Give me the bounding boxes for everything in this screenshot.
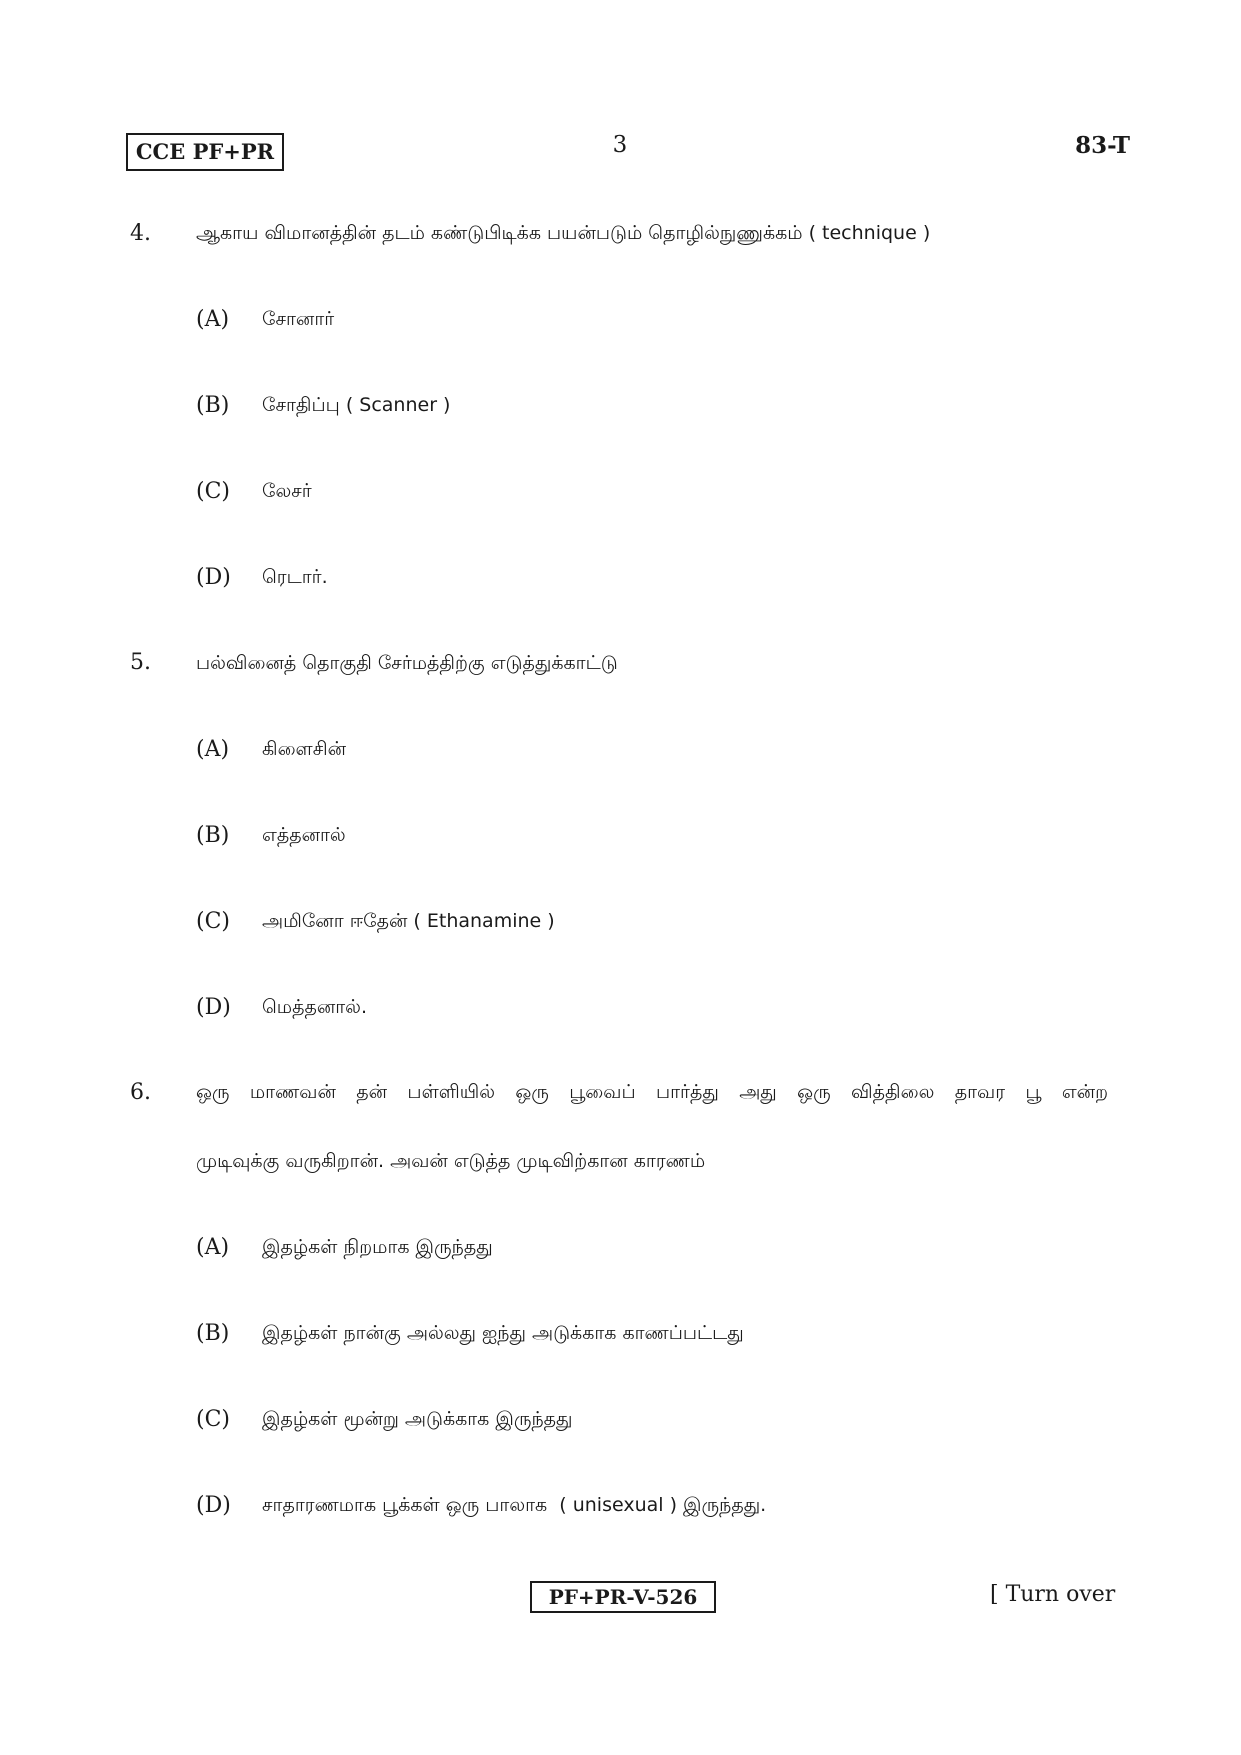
question-text-line-2: முடிவுக்கு வருகிறான். அவன் எடுத்த முடிவிற்கான காரணம் — [196, 1150, 706, 1172]
option-label: (B) — [196, 823, 230, 848]
option-text: லேசர் — [262, 480, 312, 502]
option-label: (A) — [196, 307, 230, 332]
option-label: (B) — [196, 1321, 230, 1346]
option-label: (C) — [196, 909, 230, 934]
option-text: அமினோ ஈதேன் ( Ethanamine ) — [262, 910, 555, 932]
question-text: ஆகாய விமானத்தின் தடம் கண்டுபிடிக்க பயன்படும் தொழில்நுணுக்கம் ( technique ) — [196, 222, 931, 244]
option-label: (B) — [196, 393, 230, 418]
option-label: (A) — [196, 1235, 230, 1260]
option-label: (D) — [196, 995, 231, 1020]
option-label: (C) — [196, 479, 230, 504]
header-right-code: 83-T — [1075, 132, 1130, 159]
question-number: 4. — [130, 221, 151, 246]
option-text: எத்தனால் — [262, 824, 346, 846]
option-text: சோதிப்பு ( Scanner ) — [262, 394, 451, 416]
option-label: (C) — [196, 1407, 230, 1432]
question-text-line-1: ஒரு மாணவன் தன் பள்ளியில் ஒரு பூவைப் பார்த்து அது ஒரு வித்திலை தாவர பூ என்ற — [196, 1081, 1108, 1103]
option-label: (D) — [196, 1493, 231, 1518]
option-text: கிளைசின் — [262, 738, 346, 760]
option-text: இதழ்கள் நான்கு அல்லது ஐந்து அடுக்காக காணப்பட்டது — [262, 1322, 744, 1344]
question-number: 6. — [130, 1080, 151, 1105]
option-text: ரெடார். — [262, 566, 328, 588]
option-text: மெத்தனால். — [262, 996, 367, 1018]
option-label: (A) — [196, 737, 230, 762]
question-number: 5. — [130, 650, 151, 675]
page-number: 3 — [612, 132, 628, 158]
turn-over-note: [ Turn over — [990, 1582, 1116, 1607]
header-left-code: CCE PF+PR — [126, 133, 284, 171]
option-label: (D) — [196, 565, 231, 590]
option-text: இதழ்கள் நிறமாக இருந்தது — [262, 1236, 493, 1258]
option-text: இதழ்கள் மூன்று அடுக்காக இருந்தது — [262, 1408, 573, 1430]
question-text: பல்வினைத் தொகுதி சேர்மத்திற்கு எடுத்துக்காட்டு — [196, 652, 618, 674]
option-text: சோனார் — [262, 308, 335, 330]
footer-code: PF+PR-V-526 — [530, 1581, 716, 1613]
option-text: சாதாரணமாக பூக்கள் ஒரு பாலாக ( unisexual ) இருந்தது. — [262, 1494, 767, 1516]
